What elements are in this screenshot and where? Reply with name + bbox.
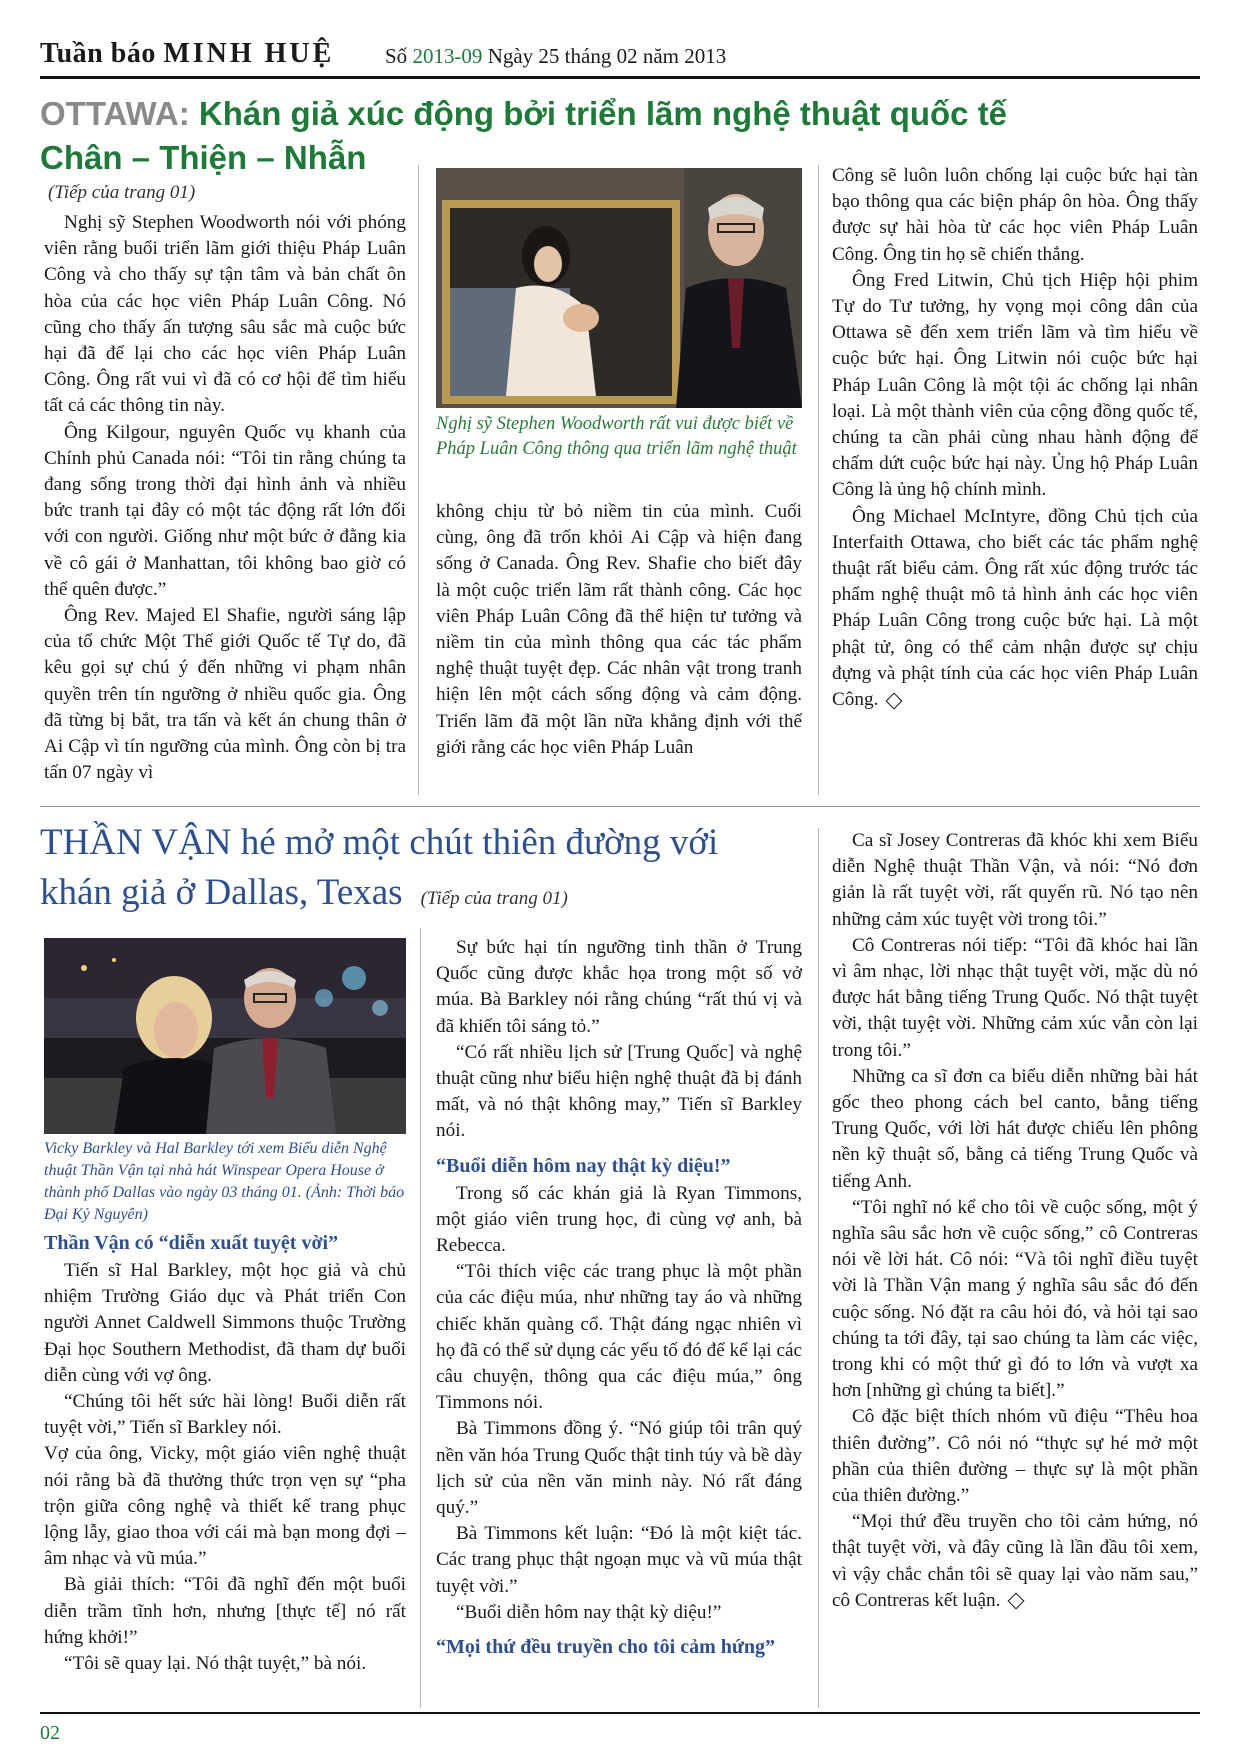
column-rule xyxy=(818,165,819,795)
end-mark-icon xyxy=(886,692,903,709)
paragraph: “Có rất nhiều lịch sử [Trung Quốc] và nghệ thuật cũng như biểu hiện nghệ thuật đã bị đánh mất, và nó thật không may,” Tiến sĩ Barkley nói. xyxy=(436,1041,802,1142)
masthead-prefix: Tuần báo xyxy=(40,38,156,69)
paragraph-text: “Mọi thứ đều truyền cho tôi cảm hứng, nó thật tuyệt vời, và đây cũng là lần đầu tôi xem, vì vậy chắc chắn tôi sẽ quay lại vào năm sau,” cô Contreras kết luận. xyxy=(832,1511,1198,1611)
article2-col1 xyxy=(44,1222,406,1677)
paragraph: “Tôi nghĩ nó kể cho tôi về cuộc sống, một ý nghĩa sâu sắc hơn về cuộc sống,” cô Contreras nói về lời hát. Cô nói: “Và tôi nghĩ điều tuyệt vời là Thần Vận mang ý nghĩa sâu sắc đó đến cuộc sống. Nó đặt ra câu hỏi đó, và hỏi tại sao chúng ta tới đây, tại sao chúng ta làm các việc, trong khi có một thứ gì đó to lớn và vượt xa hơn [những gì chúng ta biết].” xyxy=(832,1196,1198,1402)
article2-col3 xyxy=(832,828,1198,1614)
paragraph: Bà Timmons đồng ý. “Nó giúp tôi trân quý nền văn hóa Trung Quốc thật tinh túy và bề dày lịch sử của nền văn minh này. Nó rất đáng quý.” xyxy=(436,1418,802,1519)
paragraph: Ông Kilgour, nguyên Quốc vụ khanh của Chính phủ Canada nói: “Tôi tin rằng chúng ta đang sống trong thời đại hình ảnh và nhiều bức tranh tại đây có một tác động rất lớn đối với con người. Giống như một bức ở đằng kia về cô gái ở Manhattan, tôi không bao giờ có thể quên được.” xyxy=(44,421,406,600)
issue-prefix: Số xyxy=(385,44,408,68)
subhead: “Mọi thứ đều truyền cho tôi cảm hứng” xyxy=(436,1636,776,1659)
paragraph: “Tôi thích việc các trang phục là một phần của các điệu múa, như những tay áo và những chiếc khăn quàng cổ. Thật đáng ngạc nhiên vì họ đã có thể sử dụng các yếu tố đó để kể lại các câu chuyện, thông qua các điệu múa,” ông Timmons nói. xyxy=(436,1261,802,1414)
article2-title-line2-wrap xyxy=(40,868,820,918)
article1-col2 xyxy=(436,499,802,761)
dallas-photo-caption: Vicky Barkley và Hal Barkley tới xem Biểu diễn Nghệ thuật Thần Vận tại nhà hát Winspear Opera House ở thành phố Dallas vào ngày 03 tháng 01. (Ảnh: Thời báo Đại Kỷ Nguyên) xyxy=(44,1140,405,1223)
paragraph: Cô Contreras nói tiếp: “Tôi đã khóc hai lần vì âm nhạc, lời nhạc thật tuyệt vời, mặc dù nó được hát bằng tiếng Trung Quốc. Nó thật tuyệt vời, thật tuyệt vời. Những cảm xúc vẫn còn lại trong tôi.” xyxy=(832,934,1198,1061)
end-mark-icon xyxy=(1008,1593,1025,1610)
article1-title-main: Khán giả xúc động bởi triển lãm nghệ thuật quốc tế xyxy=(198,95,1008,132)
column-rule xyxy=(818,828,819,1708)
subhead: Thần Vận có “diễn xuất tuyệt vời” xyxy=(44,1232,339,1254)
paragraph: Những ca sĩ đơn ca biểu diễn những bài hát gốc theo phong cách bel canto, bằng tiếng Trung Quốc, với lời hát được chiếu lên phông nền kỹ thuật số, bằng cả tiếng Trung Quốc và tiếng Anh. xyxy=(832,1065,1198,1192)
subhead: “Buổi diễn hôm nay thật kỳ diệu!” xyxy=(436,1154,731,1177)
column-rule xyxy=(418,165,419,795)
paragraph: Vợ của ông, Vicky, một giáo viên nghệ thuật nói rằng bà đã thưởng thức trọn vẹn sự “pha trộn giữa công nghệ và thiết kế trang phục lộng lẫy, giao thoa với cái mà bạn mong đợi – âm nhạc và vũ múa.” xyxy=(44,1443,406,1570)
article2-continued: (Tiếp của trang 01) xyxy=(420,888,568,909)
article2-title-line2: khán giả ở Dallas, Texas xyxy=(40,872,403,913)
page-header xyxy=(40,36,1200,76)
paragraph: Cô đặc biệt thích nhóm vũ điệu “Thêu hoa thiên đường”. Cô nói nó “thực sự hé mở một phần của thiên đường – thực sự là một phần của thiên đường.” xyxy=(832,1406,1198,1507)
page-number: 02 xyxy=(40,1722,60,1744)
paragraph: Tiến sĩ Hal Barkley, một học giả và chủ nhiệm Trường Giáo dục và Phát triển Con người Annet Caldwell Simmons thuộc Trường Đại học Southern Methodist, đã tham dự buổi diễn cùng với vợ ông. xyxy=(44,1260,406,1386)
paragraph: Bà giải thích: “Tôi đã nghĩ đến một buổi diễn trầm tĩnh hơn, nhưng [thực tế] nó rất hứng khởi!” xyxy=(44,1574,406,1648)
dallas-photo-image xyxy=(44,938,406,1134)
article1-col1 xyxy=(44,210,406,786)
header-rule xyxy=(40,76,1200,79)
exhibition-photo xyxy=(436,168,802,408)
article1-title-line2: Chân – Thiện – Nhẫn xyxy=(40,139,367,176)
paragraph-last xyxy=(832,1509,1198,1614)
issue-number: 2013-09 xyxy=(412,44,483,68)
paragraph: “Buổi diễn hôm nay thật kỳ diệu!” xyxy=(456,1601,722,1623)
paragraph: “Chúng tôi hết sức hài lòng! Buổi diễn rất tuyệt vời,” Tiến sĩ Barkley nói. xyxy=(44,1391,406,1439)
article1-title-city: OTTAWA: xyxy=(40,95,190,132)
article1-title xyxy=(40,92,1200,136)
section-divider xyxy=(40,806,1200,807)
paragraph: Ca sĩ Josey Contreras đã khóc khi xem Biểu diễn Nghệ thuật Thần Vận, và nói: “Nó đơn giản là rất tuyệt vời, rất quyến rũ. Nó tạo nên những cảm xúc tuyệt vời trong tôi.” xyxy=(832,830,1198,930)
article2-col2 xyxy=(436,935,802,1662)
issue-date: Ngày 25 tháng 02 năm 2013 xyxy=(487,44,727,68)
article1-continued: (Tiếp của trang 01) xyxy=(48,182,196,203)
paragraph: không chịu từ bỏ niềm tin của mình. Cuối cùng, ông đã trốn khỏi Ai Cập và hiện đang sống ở Canada. Ông Rev. Shafie cho biết đây là một cuộc triển lãm rất thành công. Các học viên Pháp Luân Công đã thể hiện tư tưởng và niềm tin của mình thông qua các tác phẩm nghệ thuật tuyệt đẹp. Các nhân vật trong tranh hiện lên một cách sống động và cảm động. Triển lãm đã một lần nữa khẳng định với thế giới rằng các học viên Pháp Luân xyxy=(436,501,802,758)
paragraph-text: Ông Michael McIntyre, đồng Chủ tịch của Interfaith Ottawa, cho biết các tác phẩm nghệ thuật rất biểu cảm. Ông rất xúc động trước tác phẩm nghệ thuật mô tả hình ảnh các học viên Pháp Luân Công trong cuộc bức hại. Là một phật tử, ông có thể cảm nhận được sự chịu đựng và phật tính của các học viên Pháp Luân Công. xyxy=(832,505,1198,711)
column-rule xyxy=(420,928,421,1708)
footer-rule xyxy=(40,1712,1200,1714)
masthead-title: MINH HUỆ xyxy=(163,38,335,69)
paragraph-last xyxy=(832,504,1198,714)
exhibition-photo-image xyxy=(436,168,802,408)
article2-title: THẦN VẬN hé mở một chút thiên đường với xyxy=(40,822,719,863)
paragraph: Nghị sỹ Stephen Woodworth nói với phóng viên rằng buổi triển lãm giới thiệu Pháp Luân Công và cho thấy sự tận tâm và bản chất ôn hòa của các học viên Pháp Luân Công. Nó cũng cho thấy ấn tượng sâu sắc mà cuộc bức hại đã để lại cho các học viên Pháp Luân Công. Ông rất vui vì đã có cơ hội để tìm hiểu tất cả các thông tin này. xyxy=(44,212,406,417)
issue-info xyxy=(385,44,726,69)
paragraph: Sự bức hại tín ngưỡng tinh thần ở Trung Quốc cũng được khắc họa trong một số vở múa. Bà Barkley nói rằng chúng “rất thú vị và đã khiến tôi sáng tỏ.” xyxy=(436,937,802,1037)
paragraph: “Tôi sẽ quay lại. Nó thật tuyệt,” bà nói. xyxy=(64,1653,367,1675)
article1-col3 xyxy=(832,163,1198,713)
exhibition-photo-caption: Nghị sỹ Stephen Woodworth rất vui được biết về Pháp Luân Công thông qua triển lãm nghệ thuật xyxy=(436,414,797,459)
paragraph: Bà Timmons kết luận: “Đó là một kiệt tác. Các trang phục thật ngoạn mục và vũ múa thật tuyệt vời.” xyxy=(436,1523,802,1597)
paragraph: Ông Fred Litwin, Chủ tịch Hiệp hội phim Tự do Tư tưởng, hy vọng mọi công dân của Ottawa sẽ đến xem triển lãm và tìm hiểu về cuộc bức hại. Ông Litwin nói cuộc bức hại Pháp Luân Công là một tội ác chống lại nhân loại. Là một thành viên của cộng đồng quốc tế, chúng ta cần phải cùng nhau hành động để chấm dứt cuộc bức hại này. Ủng hộ Pháp Luân Công là ủng hộ chính mình. xyxy=(832,269,1198,501)
dallas-photo xyxy=(44,938,406,1134)
masthead xyxy=(40,38,334,70)
paragraph: Công sẽ luôn luôn chống lại cuộc bức hại tàn bạo thông qua các biện pháp ôn hòa. Ông thấy được sự hài hòa từ các học viên Pháp Luân Công. Ông tin họ sẽ chiến thắng. xyxy=(832,165,1198,265)
paragraph: Ông Rev. Majed El Shafie, người sáng lập của tổ chức Một Thế giới Quốc tế Tự do, đã kêu gọi sự chú ý đến những vi phạm nhân quyền trên tín ngưỡng ở nhiều quốc gia. Ông đã từng bị bắt, tra tấn và kết án chung thân ở Ai Cập vì tín ngưỡng của mình. Ông còn bị tra tấn 07 ngày vì xyxy=(44,605,406,784)
paragraph: Trong số các khán giả là Ryan Timmons, một giáo viên trung học, đi cùng vợ anh, bà Rebecca. xyxy=(436,1182,802,1257)
